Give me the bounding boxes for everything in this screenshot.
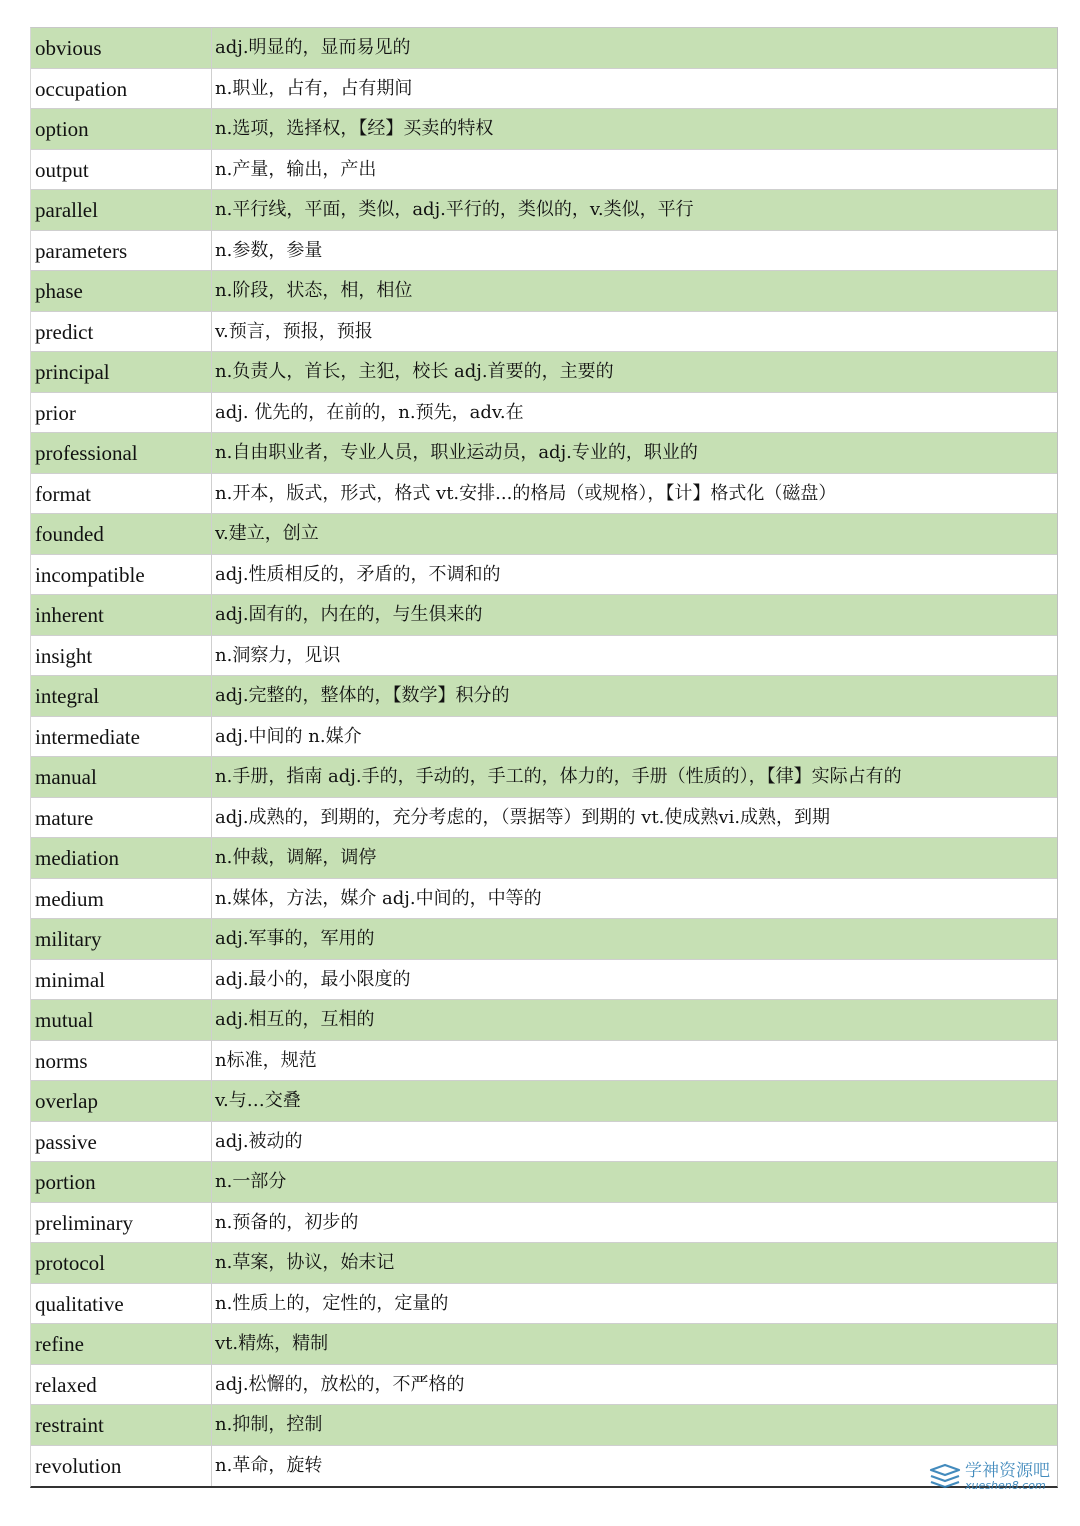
word-cell: relaxed — [31, 1365, 212, 1405]
table-row — [31, 1081, 1057, 1122]
table-row — [31, 1122, 1057, 1163]
meaning-cell: n.一部分 — [215, 1171, 287, 1192]
vocabulary-rows — [31, 28, 1057, 1486]
word-cell: overlap — [31, 1081, 212, 1121]
table-row — [31, 1041, 1057, 1082]
table-row — [31, 190, 1057, 231]
table-row — [31, 352, 1057, 393]
meaning-cell: adj.中间的 n.媒介 — [215, 725, 362, 747]
meaning-cell: v.预言，预报，预报 — [215, 320, 373, 342]
table-row — [31, 474, 1057, 515]
vocabulary-table — [30, 27, 1058, 1488]
table-row — [31, 1324, 1057, 1365]
word-cell: mutual — [31, 1000, 212, 1040]
meaning-cell: n.仲裁，调解，调停 — [215, 847, 377, 868]
word-cell: parameters — [31, 231, 212, 271]
table-row — [31, 393, 1057, 434]
meaning-cell: adj.军事的，军用的 — [215, 928, 375, 949]
table-row — [31, 960, 1057, 1001]
meaning-cell: n.抑制，控制 — [215, 1414, 323, 1435]
table-row — [31, 717, 1057, 758]
word-cell: manual — [31, 757, 212, 797]
word-cell: military — [31, 919, 212, 959]
word-cell: principal — [31, 352, 212, 392]
meaning-cell: n.手册，指南 adj.手的，手动的，手工的，体力的，手册（性质的），【律】实际占有的 — [215, 766, 902, 787]
table-row — [31, 919, 1057, 960]
word-cell: professional — [31, 433, 212, 473]
table-row — [31, 1162, 1057, 1203]
word-cell: output — [31, 150, 212, 190]
meaning-cell: n.媒体，方法，媒介 adj.中间的，中等的 — [215, 887, 542, 909]
table-row — [31, 150, 1057, 191]
table-row — [31, 1284, 1057, 1325]
table-row — [31, 636, 1057, 677]
word-cell: minimal — [31, 960, 212, 1000]
meaning-cell: v.建立，创立 — [215, 523, 319, 544]
meaning-cell: adj. 优先的，在前的，n.预先，adv.在 — [215, 401, 524, 423]
meaning-cell: adj.性质相反的，矛盾的，不调和的 — [215, 563, 501, 585]
word-cell: mature — [31, 798, 212, 838]
meaning-cell: n.参数，参量 — [215, 239, 323, 261]
word-cell: integral — [31, 676, 212, 716]
table-row — [31, 109, 1057, 150]
meaning-cell: vt.精炼，精制 — [215, 1333, 329, 1354]
word-cell: phase — [31, 271, 212, 311]
table-row — [31, 838, 1057, 879]
word-cell: predict — [31, 312, 212, 352]
meaning-cell: n.革命，旋转 — [215, 1454, 323, 1476]
meaning-cell: adj.最小的，最小限度的 — [215, 968, 411, 990]
table-row — [31, 757, 1057, 798]
word-cell: incompatible — [31, 555, 212, 595]
meaning-cell: v.与…交叠 — [215, 1090, 301, 1111]
word-cell: insight — [31, 636, 212, 676]
meaning-cell: adj.松懈的，放松的，不严格的 — [215, 1373, 465, 1395]
meaning-cell: n标准，规范 — [215, 1049, 317, 1071]
word-cell: protocol — [31, 1243, 212, 1283]
word-cell: founded — [31, 514, 212, 554]
table-row — [31, 312, 1057, 353]
table-row — [31, 514, 1057, 555]
table-row — [31, 798, 1057, 839]
meaning-cell: adj.固有的，内在的，与生俱来的 — [215, 604, 483, 625]
word-cell: parallel — [31, 190, 212, 230]
table-row — [31, 555, 1057, 596]
books-stack-icon — [929, 1462, 961, 1492]
word-cell: medium — [31, 879, 212, 919]
meaning-cell: n.性质上的，定性的，定量的 — [215, 1292, 449, 1314]
table-row — [31, 1365, 1057, 1406]
meaning-cell: n.洞察力，见识 — [215, 644, 341, 666]
meaning-cell: n.自由职业者，专业人员，职业运动员，adj.专业的，职业的 — [215, 442, 698, 463]
table-row — [31, 676, 1057, 717]
watermark — [929, 1462, 1050, 1492]
word-cell: passive — [31, 1122, 212, 1162]
watermark-name: 学神资源吧 — [965, 1461, 1050, 1481]
table-row — [31, 595, 1057, 636]
meaning-cell: n.选项，选择权，【经】买卖的特权 — [215, 118, 494, 139]
meaning-cell: adj.明显的，显而易见的 — [215, 37, 411, 58]
table-row — [31, 1203, 1057, 1244]
word-cell: obvious — [31, 28, 212, 68]
word-cell: prior — [31, 393, 212, 433]
meaning-cell: adj.成熟的，到期的，充分考虑的，（票据等）到期的 vt.使成熟vi.成熟，到期 — [215, 806, 831, 828]
table-row — [31, 1000, 1057, 1041]
table-row — [31, 28, 1057, 69]
table-row — [31, 433, 1057, 474]
word-cell: mediation — [31, 838, 212, 878]
word-cell: inherent — [31, 595, 212, 635]
meaning-cell: n.产量，输出，产出 — [215, 158, 377, 180]
meaning-cell: n.草案，协议，始末记 — [215, 1252, 395, 1273]
meaning-cell: adj.被动的 — [215, 1130, 303, 1152]
table-row — [31, 1405, 1057, 1446]
meaning-cell: n.阶段，状态，相，相位 — [215, 280, 413, 301]
table-row — [31, 1243, 1057, 1284]
word-cell: qualitative — [31, 1284, 212, 1324]
meaning-cell: n.平行线，平面，类似，adj.平行的，类似的，v.类似，平行 — [215, 199, 694, 220]
meaning-cell: n.职业，占有，占有期间 — [215, 77, 413, 99]
word-cell: option — [31, 109, 212, 149]
table-row — [31, 69, 1057, 110]
word-cell: restraint — [31, 1405, 212, 1445]
meaning-cell: n.开本，版式，形式，格式 vt.安排...的格局（或规格），【计】格式化（磁盘） — [215, 482, 837, 504]
table-row — [31, 231, 1057, 272]
meaning-cell: n.负责人，首长，主犯，校长 adj.首要的，主要的 — [215, 361, 614, 382]
word-cell: intermediate — [31, 717, 212, 757]
word-cell: format — [31, 474, 212, 514]
word-cell: refine — [31, 1324, 212, 1364]
word-cell: norms — [31, 1041, 212, 1081]
word-cell: revolution — [31, 1446, 212, 1487]
word-cell: occupation — [31, 69, 212, 109]
table-row — [31, 271, 1057, 312]
table-row — [31, 1446, 1057, 1487]
table-row — [31, 879, 1057, 920]
watermark-url: xueshen8.com — [965, 1479, 1046, 1492]
meaning-cell: adj.完整的，整体的，【数学】积分的 — [215, 685, 510, 706]
meaning-cell: n.预备的，初步的 — [215, 1211, 359, 1233]
meaning-cell: adj.相互的，互相的 — [215, 1009, 375, 1030]
word-cell: preliminary — [31, 1203, 212, 1243]
word-cell: portion — [31, 1162, 212, 1202]
